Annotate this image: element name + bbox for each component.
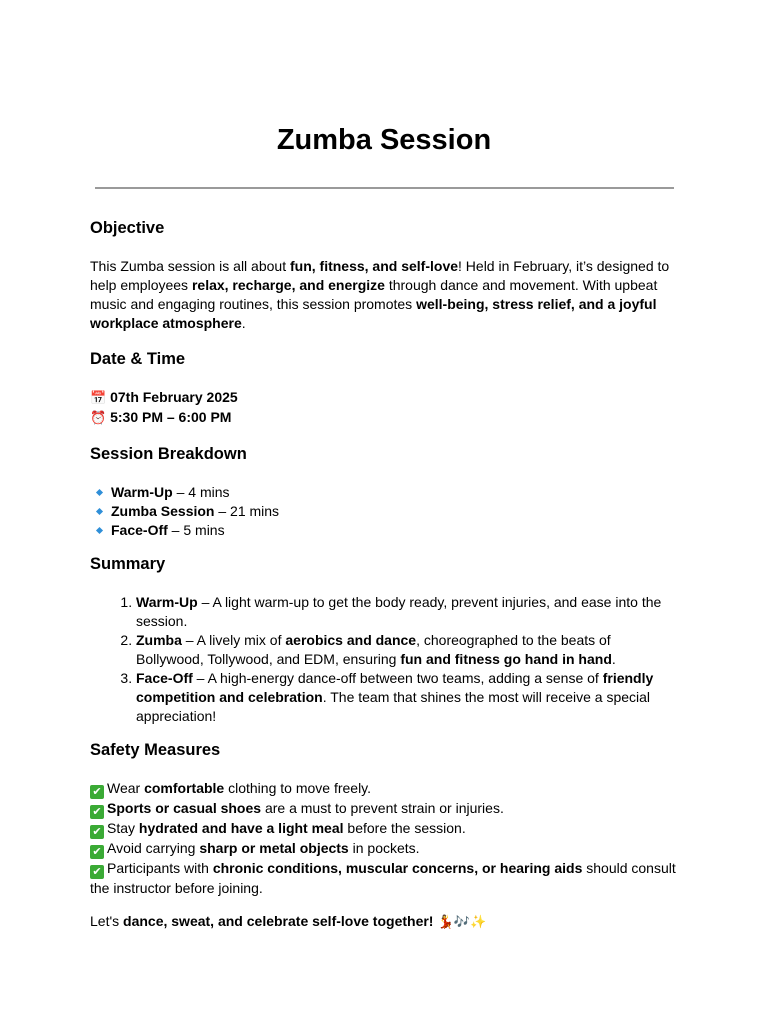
- alarm-clock-icon: ⏰: [90, 411, 107, 426]
- safety-item: [90, 779, 682, 799]
- summary-item-text: . The team that shines the most will receive a special appreciation!: [136, 689, 651, 724]
- document-body: [90, 216, 682, 946]
- check-mark-icon: ✔: [90, 805, 104, 819]
- safety-text: in pockets.: [348, 840, 420, 856]
- objective-section: [90, 216, 682, 333]
- date-time-heading: Date & Time: [90, 350, 186, 368]
- safety-item: [90, 799, 682, 819]
- safety-text: Stay: [107, 820, 139, 836]
- summary-item-bold: friendly competition and celebration: [136, 670, 654, 705]
- safety-bold: comfortable: [144, 780, 225, 796]
- safety-text: should consult the instructor before joining.: [90, 860, 676, 896]
- summary-item-title: Zumba: [136, 632, 182, 648]
- list-item: [136, 593, 682, 631]
- check-mark-icon: ✔: [90, 785, 104, 799]
- objective-bold: relax, recharge, and energize: [191, 277, 385, 293]
- time-line: [90, 408, 682, 428]
- date-line: [90, 388, 682, 408]
- breakdown-section: [90, 442, 682, 540]
- breakdown-item-duration: – 5 mins: [167, 522, 225, 538]
- summary-item-title: Face-Off: [136, 670, 193, 686]
- safety-text: Wear: [107, 780, 145, 796]
- list-item: [136, 631, 682, 669]
- calendar-icon: 📅: [90, 391, 107, 406]
- safety-section: [90, 738, 682, 898]
- event-date: 07th February 2025: [110, 389, 238, 405]
- event-time: 5:30 PM – 6:00 PM: [110, 409, 232, 425]
- summary-item-bold: aerobics and dance: [285, 632, 417, 648]
- safety-item: [90, 859, 682, 898]
- safety-list: [90, 779, 682, 898]
- dance-music-sparkles-icon: 💃🎶✨: [433, 915, 487, 930]
- summary-list: [90, 593, 682, 726]
- list-item: [96, 521, 682, 540]
- safety-item: [90, 839, 682, 859]
- summary-item-text: – A light warm-up to get the body ready, prevent injuries, and ease into the session.: [136, 594, 662, 629]
- summary-item-text: , choreographed to the beats of Bollywood, Tollywood, and EDM, ensuring: [136, 632, 611, 667]
- objective-text: .: [241, 315, 246, 331]
- page-title: Zumba Session: [276, 124, 492, 156]
- title-divider: [95, 187, 674, 189]
- objective-heading: Objective: [90, 219, 165, 237]
- list-item: [96, 502, 682, 521]
- closing-text: Let's: [90, 913, 124, 929]
- check-mark-icon: ✔: [90, 825, 104, 839]
- objective-bold: well-being, stress relief, and a joyful workplace atmosphere: [90, 296, 657, 331]
- date-time-block: [90, 388, 682, 428]
- safety-item: [90, 819, 682, 839]
- safety-bold: chronic conditions, muscular concerns, or hearing aids: [212, 860, 583, 876]
- objective-paragraph: [90, 257, 682, 333]
- objective-text: through dance and movement. With upbeat music and engaging routines, this session promotes: [90, 277, 658, 312]
- safety-bold: sharp or metal objects: [199, 840, 349, 856]
- check-mark-icon: ✔: [90, 845, 104, 859]
- breakdown-item-name: Zumba Session: [111, 503, 215, 519]
- check-mark-icon: ✔: [90, 865, 104, 879]
- breakdown-item-duration: – 4 mins: [172, 484, 230, 500]
- safety-bold: Sports or casual shoes: [107, 800, 262, 816]
- list-item: [136, 669, 682, 726]
- objective-text: ! Held in February, it’s designed to help employees: [90, 258, 670, 293]
- summary-item-text: .: [611, 651, 616, 667]
- breakdown-item-name: Warm-Up: [111, 484, 173, 500]
- summary-item-text: – A high-energy dance-off between two teams, adding a sense of: [192, 670, 603, 686]
- summary-heading: Summary: [90, 555, 166, 573]
- summary-item-text: – A lively mix of: [181, 632, 286, 648]
- safety-text: are a must to prevent strain or injuries.: [261, 800, 504, 816]
- breakdown-item-name: Face-Off: [111, 522, 168, 538]
- list-item: [96, 483, 682, 502]
- closing-line: [90, 912, 682, 932]
- closing-bold: dance, sweat, and celebrate self-love together!: [123, 913, 434, 929]
- safety-heading: Safety Measures: [90, 741, 221, 759]
- summary-item-bold: fun and fitness go hand in hand: [400, 651, 612, 667]
- safety-text: clothing to move freely.: [224, 780, 372, 796]
- summary-section: [90, 552, 682, 726]
- safety-text: before the session.: [343, 820, 466, 836]
- date-time-section: [90, 347, 682, 428]
- objective-bold: fun, fitness, and self-love: [289, 258, 459, 274]
- safety-bold: hydrated and have a light meal: [138, 820, 344, 836]
- breakdown-heading: Session Breakdown: [90, 445, 247, 463]
- objective-text: This Zumba session is all about: [90, 258, 290, 274]
- safety-text: Avoid carrying: [107, 840, 200, 856]
- breakdown-list: [90, 483, 682, 540]
- summary-item-title: Warm-Up: [136, 594, 198, 610]
- breakdown-item-duration: – 21 mins: [214, 503, 280, 519]
- safety-text: Participants with: [107, 860, 213, 876]
